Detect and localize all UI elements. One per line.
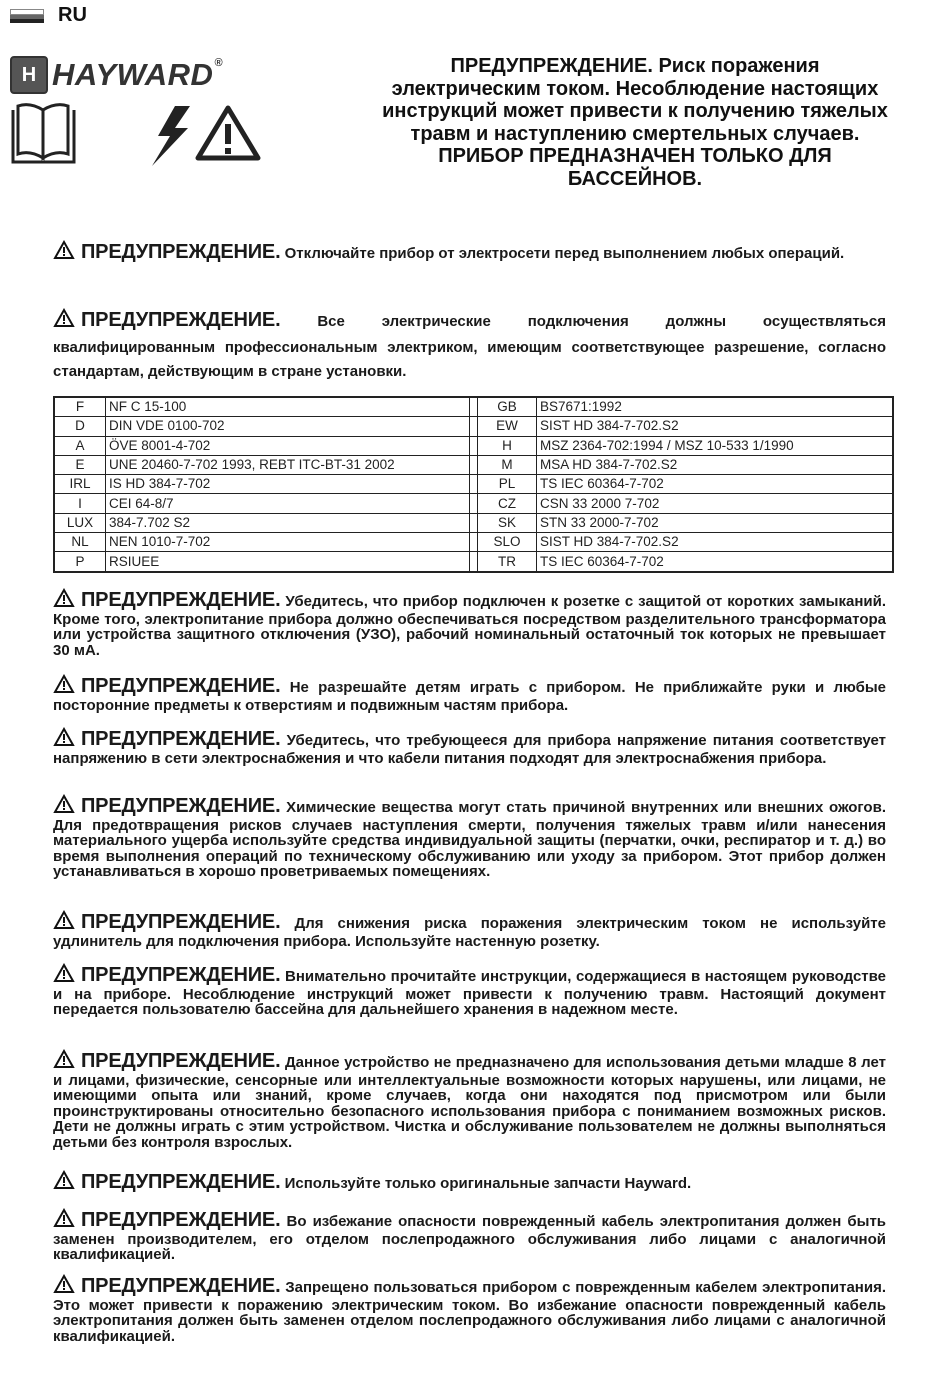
warning-block: ПРЕДУПРЕЖДЕНИЕ. Данное устройство не предназначено для использования детьми младше 8 лет и лицами, физические, сенсорные или интеллектуальные возможности которых нарушены, или лицами, не имеющими опыта или знаний, кроме случаев, когда они находятся под присмотром или были проинструктированы относительно безопасного использования прибора с пониманием возможных рисков. Дети не должны играть с этим устройством. Чистка и обслуживание пользователем не должны выполняться детьми без контроля взрослых. (53, 1050, 887, 1151)
warning-block: ПРЕДУПРЕЖДЕНИЕ. Химические вещества могут стать причиной внутренних или внешних ожогов. Для предотвращения рисков случаев наступления смерти, получения тяжелых травм и/или нанесения материального ущерба используйте средства индивидуальной защиты (перчатки, очки, респиратор и т. д.) во время выполнения операций по техническому обслуживанию или уходу за прибором. Этот прибор должен устанавливаться в хорошо проветриваемых помещениях. (53, 795, 886, 881)
warning-block: ПРЕДУПРЕЖДЕНИЕ. Во избежание опасности поврежденный кабель электропитания должен быть заменен производителем, его отделом послепродажного обслуживания либо лицами с аналогичной квалификацией. (53, 1209, 887, 1264)
warning-block: ПРЕДУПРЕЖДЕНИЕ. Все электрические подключения должны осуществляться квалифицированным профессиональным электриком, имеющим соответствующее разрешение, согласно стандартам, действующим в стране установки. (53, 309, 887, 380)
warning-triangle-icon (53, 588, 75, 612)
manual-book-icon (13, 105, 74, 162)
hayward-logo (10, 56, 223, 94)
warning-block: ПРЕДУПРЕЖДЕНИЕ. Запрещено пользоваться прибором с поврежденным кабелем электропитания. Это может привести к поражению электрическим током. Во избежание опасности поврежденный кабель электропитания должен быть заменен отделом послепродажного обслуживания либо лицами с аналогичной квалификацией. (53, 1275, 887, 1345)
table-row: A ÖVE 8001-4-702 H MSZ 2364-702:1994 / MSZ 10-533 1/1990 (54, 436, 893, 455)
warning-triangle-icon (53, 240, 75, 268)
language-code: RU (58, 4, 87, 26)
warning-triangle-icon (53, 963, 75, 987)
main-warning: ПРЕДУПРЕЖДЕНИЕ. Риск поражения электрическим током. Несоблюдение настоящих инструкций может привести к получению тяжелых травм и наступлению смертельных случаев. ПРИБОР ПРЕДНАЗНАЧЕН ТОЛЬКО ДЛЯ БАССЕЙНОВ. (382, 55, 888, 190)
table-row: IRL IS HD 384-7-702 PL TS IEC 60364-7-702 (54, 475, 893, 494)
warning-block: ПРЕДУПРЕЖДЕНИЕ. Убедитесь, что прибор подключен к розетке с защитой от коротких замыканий. Кроме того, электропитание прибора должно обеспечиваться посредством разделительного трансформатора или устройства защитного отключения (УЗО), рабочий номинальный остаточный ток которых не превышает 30 мА. (53, 589, 886, 659)
warning-block: ПРЕДУПРЕЖДЕНИЕ. Убедитесь, что требующееся для прибора напряжение питания соответствует напряжению в сети электроснабжения и что кабели питания подходят для электроснабжения прибора. (53, 728, 886, 767)
table-row: E UNE 20460-7-702 1993, REBT ITC-BT-31 2002 M MSA HD 384-7-702.S2 (54, 455, 893, 474)
warning-triangle-icon (53, 1170, 75, 1194)
warning-triangle-icon (53, 1208, 75, 1232)
table-row: D DIN VDE 0100-702 EW SIST HD 384-7-702.S2 (54, 417, 893, 436)
warning-triangle-icon (53, 727, 75, 751)
table-row: NL NEN 1010-7-702 SLO SIST HD 384-7-702.S2 (54, 533, 893, 552)
safety-icons (10, 100, 270, 175)
warning-triangle-icon (53, 308, 75, 336)
table-row: F NF C 15-100 GB BS7671:1992 (54, 397, 893, 417)
flag-icon (10, 9, 44, 23)
warning-triangle-icon (53, 1049, 75, 1073)
table-row: I CEI 64-8/7 CZ CSN 33 2000 7-702 (54, 494, 893, 513)
warning-triangle-icon (53, 910, 75, 934)
table-row: P RSIUEE TR TS IEC 60364-7-702 (54, 552, 893, 572)
warning-block: ПРЕДУПРЕЖДЕНИЕ. Используйте только оригинальные запчасти Hayward. (53, 1170, 886, 1194)
lightning-icon (152, 106, 190, 166)
hayward-logo-mark: H (10, 56, 48, 94)
warning-block: ПРЕДУПРЕЖДЕНИЕ. Для снижения риска поражения электрическим током не используйте удлинитель для подключения прибора. Используйте настенную розетку. (53, 911, 886, 950)
hayward-logo-word: HAYWARD® (52, 57, 223, 92)
warning-triangle-icon (53, 1274, 75, 1298)
warning-block: ПРЕДУПРЕЖДЕНИЕ. Не разрешайте детям играть с прибором. Не приближайте руки и любые посторонние предметы к отверстиям и подвижным частям прибора. (53, 675, 887, 714)
warning-triangle-icon (198, 108, 258, 158)
standards-table (53, 396, 894, 573)
table-row: LUX 384-7.702 S2 SK STN 33 2000-7-702 (54, 513, 893, 532)
warning-block: ПРЕДУПРЕЖДЕНИЕ. Отключайте прибор от электросети перед выполнением любых операций. (53, 240, 886, 268)
warning-block: ПРЕДУПРЕЖДЕНИЕ. Внимательно прочитайте инструкции, содержащиеся в настоящем руководстве и на приборе. Несоблюдение инструкций может привести к получению травм. Настоящий документ передается пользователю бассейна для дальнейшего хранения в надежном месте. (53, 964, 886, 1019)
warning-triangle-icon (53, 674, 75, 698)
warning-triangle-icon (53, 794, 75, 818)
